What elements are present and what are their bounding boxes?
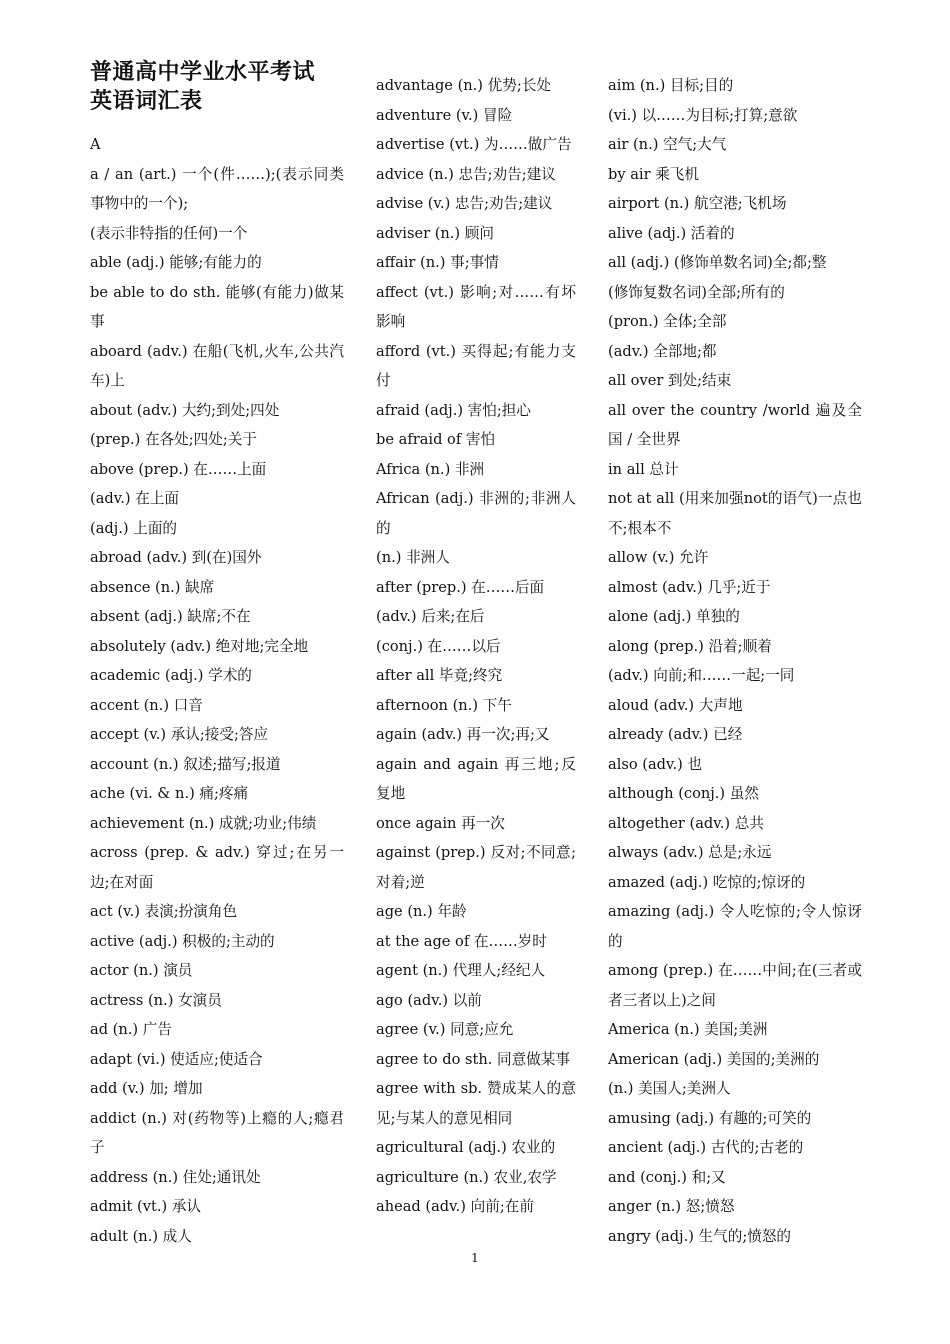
entry-list-3: [608, 71, 862, 1251]
vocab-entry: absent (adj.) 缺席;不在: [90, 608, 251, 625]
vocab-entry: amusing (adj.) 有趣的;可笑的: [608, 1109, 812, 1127]
vocab-entry: agriculture (n.) 农业,农学: [376, 1168, 557, 1186]
vocab-entry: agricultural (adj.) 农业的: [376, 1139, 556, 1156]
vocab-entry: afford (vt.) 买得起;有能力支付: [376, 342, 576, 389]
vocab-entry: ahead (adv.) 向前;在前: [376, 1198, 534, 1215]
title-line-1: 普通高中学业水平考试: [90, 60, 316, 85]
vocab-entry: (adv.) 向前;和……一起;一同: [608, 667, 795, 684]
vocab-entry: academic (adj.) 学术的: [90, 667, 252, 684]
vocab-entry: adapt (vi.) 使适应;使适合: [90, 1050, 263, 1068]
vocab-entry: once again 再一次: [376, 814, 505, 832]
vocab-entry: (修饰复数名词)全部;所有的: [608, 283, 785, 301]
vocab-entry: among (prep.) 在……中间;在(三者或者三者以上)之间: [608, 962, 862, 1009]
vocab-entry: (prep.) 在各处;四处;关于: [90, 431, 257, 448]
vocab-entry: addict (n.) 对(药物等)上瘾的人;瘾君子: [90, 1109, 344, 1156]
vocab-entry: accent (n.) 口音: [90, 696, 203, 714]
vocab-entry: agree with sb. 赞成某人的意见;与某人的意见相同: [376, 1080, 576, 1127]
vocab-entry: African (adj.) 非洲的;非洲人的: [376, 490, 576, 537]
vocab-entry: amazing (adj.) 令人吃惊的;令人惊讶的: [608, 903, 862, 950]
vocab-entry: aloud (adv.) 大声地: [608, 696, 743, 714]
vocab-entry: (n.) 非洲人: [376, 549, 450, 566]
title-line-2: 英语词汇表: [90, 89, 203, 114]
vocab-entry: all over 到处;结束: [608, 372, 732, 389]
vocab-entry: Africa (n.) 非洲: [376, 460, 485, 478]
vocab-entry: (表示非特指的任何)一个: [90, 224, 248, 242]
vocab-entry: be able to do sth. 能够(有能力)做某事: [90, 283, 344, 330]
vocab-entry: amazed (adj.) 吃惊的;惊讶的: [608, 873, 806, 891]
column-2: [376, 71, 576, 1222]
vocab-entry: and (conj.) 和;又: [608, 1168, 726, 1186]
vocab-entry: also (adv.) 也: [608, 755, 703, 773]
vocab-entry: advantage (n.) 优势;长处: [376, 77, 551, 94]
vocab-entry: angry (adj.) 生气的;愤怒的: [608, 1227, 792, 1245]
vocab-entry: in all 总计: [608, 460, 679, 478]
vocab-entry: actor (n.) 演员: [90, 962, 193, 979]
vocab-entry: altogether (adv.) 总共: [608, 814, 764, 832]
vocab-entry: ache (vi. & n.) 痛;疼痛: [90, 785, 249, 802]
vocab-entry: address (n.) 住处;通讯处: [90, 1168, 261, 1186]
vocab-entry: anger (n.) 怒;愤怒: [608, 1198, 735, 1215]
page-title: [90, 58, 344, 116]
vocab-entry: achievement (n.) 成就;功业;伟绩: [90, 814, 317, 832]
vocab-entry: add (v.) 加; 增加: [90, 1080, 203, 1097]
vocab-entry: (adv.) 在上面: [90, 490, 180, 507]
vocab-entry: alive (adj.) 活着的: [608, 224, 735, 242]
vocab-entry: (adv.) 全部地;都: [608, 342, 717, 360]
vocab-entry: after (prep.) 在……后面: [376, 578, 545, 596]
vocab-entry: air (n.) 空气;大气: [608, 136, 727, 153]
vocab-entry: again and again 再三地;反复地: [376, 755, 576, 802]
column-1: [90, 58, 344, 1251]
vocab-entry: American (adj.) 美国的;美洲的: [608, 1050, 820, 1068]
vocab-entry: afternoon (n.) 下午: [376, 696, 512, 714]
vocab-entry: aim (n.) 目标;目的: [608, 77, 734, 94]
vocab-entry: above (prep.) 在……上面: [90, 460, 267, 478]
page-number: 1: [471, 1251, 479, 1265]
vocab-entry: afraid (adj.) 害怕;担心: [376, 401, 531, 419]
vocab-entry: ago (adv.) 以前: [376, 991, 482, 1009]
vocab-entry: all over the country /world 遍及全国 / 全世界: [608, 401, 862, 448]
vocab-entry: absence (n.) 缺席: [90, 578, 215, 596]
vocab-entry: able (adj.) 能够;有能力的: [90, 254, 262, 271]
vocab-entry: airport (n.) 航空港;飞机场: [608, 195, 787, 212]
vocab-entry: all (adj.) (修饰单数名词)全;都;整: [608, 254, 827, 271]
vocab-entry: ancient (adj.) 古代的;古老的: [608, 1139, 804, 1156]
column-3: [608, 71, 862, 1251]
vocab-entry: although (conj.) 虽然: [608, 785, 759, 802]
vocab-entry: account (n.) 叙述;描写;报道: [90, 755, 281, 773]
vocab-entry: age (n.) 年龄: [376, 903, 467, 920]
vocab-entry: America (n.) 美国;美洲: [608, 1021, 768, 1038]
vocab-entry: absolutely (adv.) 绝对地;完全地: [90, 637, 309, 655]
vocab-entry: across (prep. & adv.) 穿过;在另一边;在对面: [90, 844, 344, 891]
vocab-entry: affair (n.) 事;事情: [376, 254, 499, 271]
vocab-entry: advice (n.) 忠告;劝告;建议: [376, 165, 556, 183]
vocab-entry: always (adv.) 总是;永远: [608, 844, 772, 861]
vocab-entry: at the age of 在……岁时: [376, 932, 547, 950]
entry-list-2: [376, 71, 576, 1222]
vocab-entry: accept (v.) 承认;接受;答应: [90, 726, 269, 743]
vocab-entry: act (v.) 表演;扮演角色: [90, 903, 238, 920]
section-letter: A: [90, 136, 101, 153]
vocab-entry: advise (v.) 忠告;劝告;建议: [376, 195, 553, 212]
vocab-entry: alone (adj.) 单独的: [608, 608, 740, 625]
vocab-entry: admit (vt.) 承认: [90, 1198, 202, 1215]
vocab-entry: (n.) 美国人;美洲人: [608, 1080, 731, 1097]
vocab-entry: a / an (art.) 一个(件……);(表示同类事物中的一个);: [90, 165, 344, 212]
vocab-entry: (adv.) 后来;在后: [376, 608, 485, 625]
vocab-entry: against (prep.) 反对;不同意;对着;逆: [376, 844, 576, 891]
vocab-entry: abroad (adv.) 到(在)国外: [90, 549, 262, 566]
vocab-entry: by air 乘飞机: [608, 165, 699, 183]
vocab-entry: agent (n.) 代理人;经纪人: [376, 962, 546, 979]
vocab-entry: active (adj.) 积极的;主动的: [90, 932, 275, 950]
vocab-entry: agree (v.) 同意;应允: [376, 1021, 514, 1038]
vocab-entry: already (adv.) 已经: [608, 726, 743, 743]
vocab-entry: adventure (v.) 冒险: [376, 106, 513, 124]
vocab-entry: (adj.) 上面的: [90, 519, 178, 537]
vocab-entry: advertise (vt.) 为……做广告: [376, 136, 572, 153]
vocab-entry: (vi.) 以……为目标;打算;意欲: [608, 106, 798, 124]
vocab-entry: adviser (n.) 顾问: [376, 224, 494, 242]
vocab-entry: almost (adv.) 几乎;近于: [608, 578, 771, 596]
vocab-entry: ad (n.) 广告: [90, 1021, 172, 1038]
vocab-entry: allow (v.) 允许: [608, 549, 709, 566]
vocab-entry: (conj.) 在……以后: [376, 637, 501, 655]
entry-list-1: [90, 160, 344, 1252]
vocab-entry: after all 毕竟;终究: [376, 667, 503, 684]
vocab-entry: be afraid of 害怕: [376, 431, 496, 448]
vocab-entry: agree to do sth. 同意做某事: [376, 1050, 570, 1068]
vocab-entry: (pron.) 全体;全部: [608, 313, 727, 330]
vocab-entry: affect (vt.) 影响;对……有坏影响: [376, 283, 576, 330]
vocab-entry: along (prep.) 沿着;顺着: [608, 637, 772, 655]
vocab-entry: again (adv.) 再一次;再;又: [376, 726, 550, 743]
vocab-entry: adult (n.) 成人: [90, 1227, 192, 1245]
vocab-entry: not at all (用来加强not的语气)一点也不;根本不: [608, 490, 862, 537]
vocab-entry: actress (n.) 女演员: [90, 991, 222, 1009]
vocab-entry: aboard (adv.) 在船(飞机,火车,公共汽车)上: [90, 342, 344, 389]
vocab-entry: about (adv.) 大约;到处;四处: [90, 401, 280, 419]
